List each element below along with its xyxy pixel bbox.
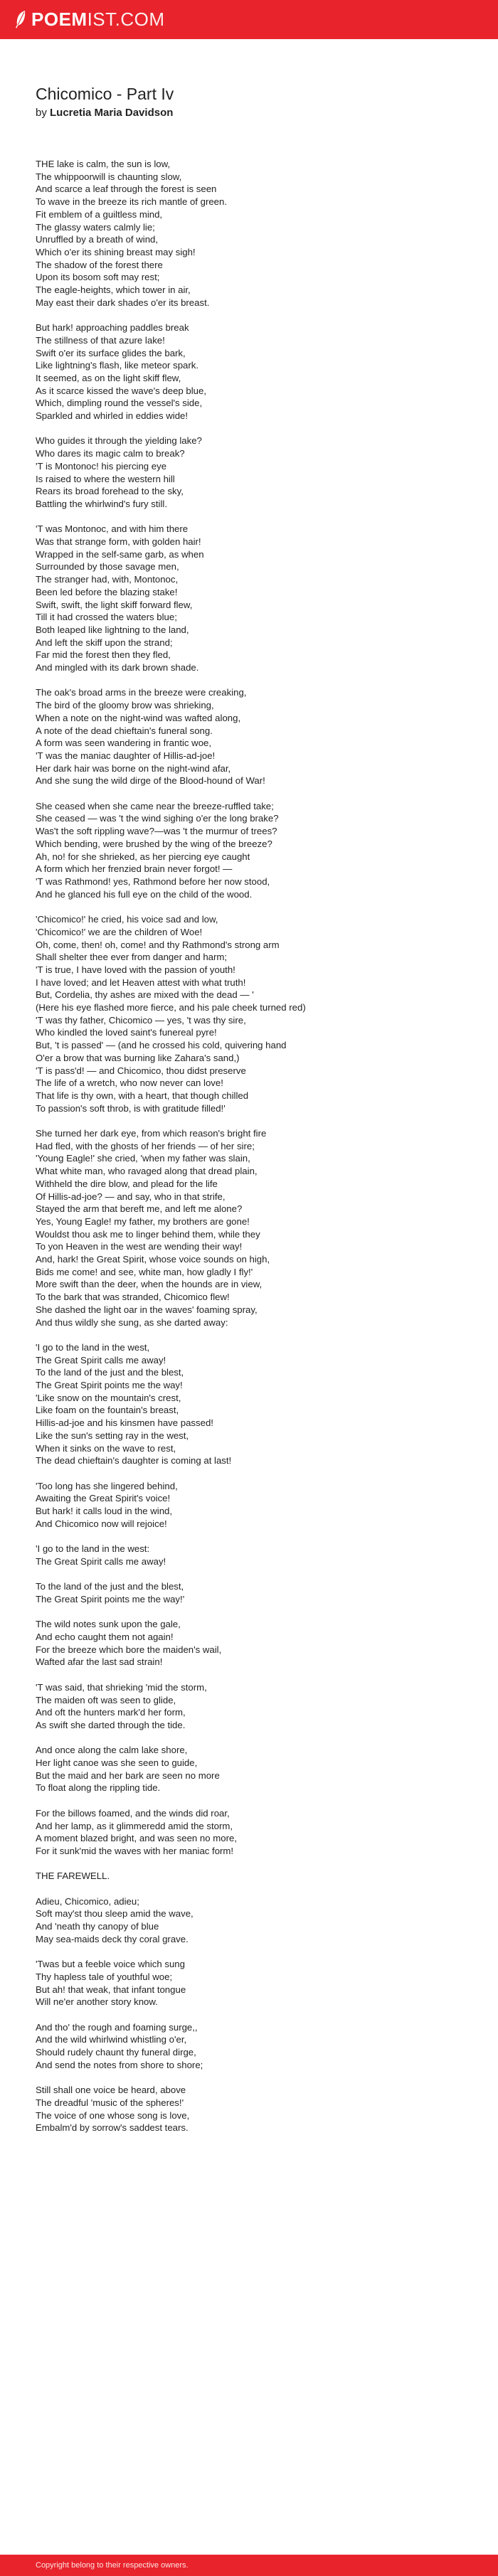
poem-line: And, hark! the Great Spirit, whose voice sounds on high, — [36, 1254, 270, 1265]
poem-line: The stillness of that azure lake! — [36, 334, 165, 346]
poem-line: But ah! that weak, that infant tongue — [36, 1984, 186, 1995]
poem-line: 'T was thy father, Chicomico — yes, 't was thy sire, — [36, 1014, 246, 1026]
poem-line: The Great Spirit calls me away! — [36, 1555, 166, 1567]
poem-line: Unruffled by a breath of wind, — [36, 234, 159, 245]
poem-line: A moment blazed bright, and was seen no more, — [36, 1833, 237, 1844]
poem-line: Which bending, were brushed by the wing of the breeze? — [36, 838, 272, 849]
poem-line: Yes, Young Eagle! my father, my brothers are gone! — [36, 1215, 250, 1227]
stanza — [36, 2084, 477, 2134]
poem-line: To passion's soft throb, is with gratitude filled!' — [36, 1102, 226, 1114]
poem-line: Her dark hair was borne on the night-wind afar, — [36, 762, 231, 774]
poem-line: (Here his eye flashed more fierce, and his pale cheek turned red) — [36, 1002, 306, 1013]
poem-line: 'Like snow on the mountain's crest, — [36, 1392, 181, 1403]
poem-line: Bids me come! and see, white man, how gladly I fly!' — [36, 1266, 253, 1277]
poem-line: Both leaped like lightning to the land, — [36, 624, 189, 635]
poem-line: To the land of the just and the blest, — [36, 1581, 184, 1592]
poem-line: O'er a brow that was burning like Zahara's sand,) — [36, 1052, 240, 1063]
poem-line: The whippoorwill is chaunting slow, — [36, 171, 182, 182]
poem-line: When a note on the night-wind was wafted along, — [36, 712, 241, 723]
poem-line: Was't the soft rippling wave?—was 't the murmur of trees? — [36, 826, 277, 837]
poem-line: And send the notes from shore to shore; — [36, 2059, 203, 2070]
poem-line: But hark! approaching paddles break — [36, 322, 189, 334]
poem-line: Which, dimpling round the vessel's side, — [36, 398, 203, 409]
stanza — [36, 1681, 477, 1732]
poem-line: Which o'er its shining breast may sigh! — [36, 246, 196, 257]
poem-line: She dashed the light oar in the waves' foaming spray, — [36, 1304, 258, 1315]
poem-line: Shall shelter thee ever from danger and harm; — [36, 952, 228, 963]
poem-line: Was that strange form, with golden hair! — [36, 536, 201, 548]
poem-line: 'T was Rathmond! yes, Rathmond before her now stood, — [36, 876, 270, 887]
stanza — [36, 1543, 477, 1568]
poem-line: And mingled with its dark brown shade. — [36, 662, 199, 674]
stanza — [36, 1580, 477, 1605]
stanza — [36, 158, 477, 309]
poem-body — [36, 158, 477, 2147]
poem-line: 'T was the maniac daughter of Hillis-ad-joe! — [36, 750, 216, 761]
stanza — [36, 1870, 477, 1883]
poem-line: Soft may'st thou sleep amid the wave, — [36, 1908, 194, 1920]
copyright-text: Copyright belong to their respective owners. — [36, 2561, 189, 2570]
poem-line: The maiden oft was seen to glide, — [36, 1694, 176, 1705]
poem-line: Till it had crossed the waters blue; — [36, 612, 177, 623]
poem-line: 'Chicomico!' we are the children of Woe! — [36, 926, 203, 937]
poem-line: Who guides it through the yielding lake? — [36, 435, 202, 447]
poem-line: But hark! it calls loud in the wind, — [36, 1506, 173, 1517]
poem-line: 'I go to the land in the west, — [36, 1341, 150, 1353]
poem-line: Stayed the arm that bereft me, and left me alone? — [36, 1203, 243, 1215]
stanza — [36, 1618, 477, 1668]
poem-line: Battling the whirlwind's fury still. — [36, 498, 168, 509]
poem-line: Still shall one voice be heard, above — [36, 2085, 186, 2096]
poem-line: And tho' the rough and foaming surge,, — [36, 2021, 198, 2033]
poem-line: 'Young Eagle!' she cried, 'when my father was slain, — [36, 1153, 250, 1164]
poem-line: Sparkled and whirled in eddies wide! — [36, 410, 189, 422]
site-name: POEMIST.COM — [31, 9, 165, 30]
poem-line: THE lake is calm, the sun is low, — [36, 159, 171, 169]
stanza — [36, 1958, 477, 2008]
poem-line: To float along the rippling tide. — [36, 1782, 161, 1794]
poem-line: A form which her frenzied brain never forgot! — — [36, 863, 233, 875]
poem-line: Of Hillis-ad-joe? — and say, who in that strife, — [36, 1191, 226, 1202]
poem-line: Will ne'er another story know. — [36, 1996, 158, 2008]
site-logo[interactable] — [14, 9, 165, 30]
poem-line: The dreadful 'music of the spheres!' — [36, 2097, 184, 2108]
poem-line: Adieu, Chicomico, adieu; — [36, 1895, 139, 1907]
poem-line: And oft the hunters mark'd her form, — [36, 1707, 186, 1718]
stanza — [36, 1744, 477, 1794]
poem-line: To the bark that was stranded, Chicomico flew! — [36, 1292, 230, 1303]
stanza — [36, 523, 477, 674]
poem-line: Wouldst thou ask me to linger behind them, while they — [36, 1228, 260, 1240]
poem-line: May sea-maids deck thy coral grave. — [36, 1933, 189, 1944]
poem-line: Thy hapless tale of youthful woe; — [36, 1971, 173, 1982]
poem-line: Like the sun's setting ray in the west, — [36, 1430, 189, 1441]
poem-line: It seemed, as on the light skiff flew, — [36, 372, 181, 383]
stanza — [36, 2021, 477, 2072]
poem-line: When it sinks on the wave to rest, — [36, 1442, 176, 1454]
stanza — [36, 686, 477, 787]
poem-line: The Great Spirit points me the way! — [36, 1380, 183, 1391]
poem-line: 'T is Montonoc! his piercing eye — [36, 460, 167, 472]
poem-line: And he glanced his full eye on the child of the wood. — [36, 888, 253, 900]
poem-line: She ceased — was 't the wind sighing o'er the long brake? — [36, 813, 279, 824]
stanza — [36, 1807, 477, 1858]
poem-line: As swift she darted through the tide. — [36, 1719, 186, 1730]
poem-line: And once along the calm lake shore, — [36, 1745, 188, 1756]
poem-line: And she sung the wild dirge of the Blood-hound of War! — [36, 775, 265, 787]
poem-line: For the breeze which bore the maiden's wail, — [36, 1644, 222, 1655]
poem-line: The Great Spirit points me the way!' — [36, 1593, 185, 1604]
poem-line: I have loved; and let Heaven attest with what truth! — [36, 976, 246, 988]
poem-line: Awaiting the Great Spirit's voice! — [36, 1493, 171, 1504]
poem-line: Upon its bosom soft may rest; — [36, 272, 160, 283]
poem-line: And the wild whirlwind whistling o'er, — [36, 2034, 187, 2045]
header-bar — [0, 0, 498, 39]
poem-line: 'T is true, I have loved with the passion of youth! — [36, 964, 235, 975]
poem-line: Is raised to where the western hill — [36, 473, 175, 484]
poem-line: Embalm'd by sorrow's saddest tears. — [36, 2122, 189, 2134]
author-link[interactable]: Lucretia Maria Davidson — [50, 107, 174, 119]
poem-line: And scarce a leaf through the forest is seen — [36, 183, 217, 195]
byline — [36, 106, 470, 120]
poem-line: That life is thy own, with a heart, that though chilled — [36, 1090, 249, 1101]
poem-line: But, Cordelia, thy ashes are mixed with the dead — ' — [36, 989, 254, 1001]
poem-line: The life of a wretch, who now never can love! — [36, 1077, 223, 1089]
poem-line: More swift than the deer, when the hounds are in view, — [36, 1279, 263, 1290]
poem-line: And her lamp, as it glimmeredd amid the storm, — [36, 1820, 233, 1831]
poem-line: The oak's broad arms in the breeze were creaking, — [36, 687, 247, 698]
poem-line: A note of the dead chieftain's funeral song. — [36, 725, 213, 736]
poem-line: Who kindled the loved saint's funereal pyre! — [36, 1027, 217, 1038]
poem-line: Been led before the blazing stake! — [36, 586, 178, 597]
poem-header — [36, 84, 470, 120]
stanza — [36, 913, 477, 1114]
poem-line: But the maid and her bark are seen no more — [36, 1769, 220, 1781]
poem-line: Swift o'er its surface glides the bark, — [36, 347, 186, 358]
stanza — [36, 1480, 477, 1531]
stanza — [36, 435, 477, 510]
poem-line: 'Twas but a feeble voice which sung — [36, 1959, 185, 1970]
poem-line: Like lightning's flash, like meteor spark. — [36, 360, 199, 371]
poem-line: The voice of one whose song is love, — [36, 2109, 190, 2121]
poem-line: She ceased when she came near the breeze-ruffled take; — [36, 800, 274, 811]
poem-line: Surrounded by those savage men, — [36, 561, 179, 573]
poem-line: Wafted afar the last sad strain! — [36, 1656, 163, 1668]
poem-line: The shadow of the forest there — [36, 259, 163, 270]
poem-line: Oh, come, then! oh, come! and thy Rathmond's strong arm — [36, 939, 280, 950]
poem-line: The bird of the gloomy brow was shrieking, — [36, 700, 214, 711]
poem-line: For the billows foamed, and the winds did roar, — [36, 1807, 230, 1819]
poem-line: As it scarce kissed the wave's deep blue, — [36, 385, 207, 396]
stanza — [36, 1341, 477, 1467]
stanza — [36, 1895, 477, 1946]
poem-line: She turned her dark eye, from which reason's bright fire — [36, 1128, 267, 1139]
poem-line: For it sunk'mid the waves with her maniac form! — [36, 1845, 234, 1856]
poem-line: 'I go to the land in the west: — [36, 1543, 150, 1555]
byline-prefix: by — [36, 107, 47, 119]
poem-line: The dead chieftain's daughter is coming at last! — [36, 1455, 232, 1467]
poem-line: To the land of the just and the blest, — [36, 1367, 184, 1378]
poem-title: Chicomico - Part Iv — [36, 85, 174, 103]
stanza — [36, 800, 477, 901]
poem-line: THE FAREWELL. — [36, 1870, 110, 1882]
poem-line: The stranger had, with, Montonoc, — [36, 574, 179, 585]
poem-line: 'T was said, that shrieking 'mid the storm, — [36, 1681, 207, 1693]
poem-line: Who dares its magic calm to break? — [36, 448, 185, 459]
poem-line: Should rudely chaunt thy funeral dirge, — [36, 2047, 196, 2058]
poem-line: 'T was Montonoc, and with him there — [36, 523, 189, 535]
poem-line: The eagle-heights, which tower in air, — [36, 284, 191, 296]
poem-line: Rears its broad forehead to the sky, — [36, 486, 184, 497]
poem-line: Her light canoe was she seen to guide, — [36, 1757, 198, 1769]
poem-line: And Chicomico now will rejoice! — [36, 1518, 167, 1529]
poem-line: To wave in the breeze its rich mantle of green. — [36, 196, 228, 208]
poem-line: Had fled, with the ghosts of her friends — of her sire; — [36, 1140, 255, 1151]
poem-line: Ah, no! for she shrieked, as her piercing eye caught — [36, 851, 250, 862]
poem-line: And echo caught them not again! — [36, 1632, 174, 1643]
poem-line: Fit emblem of a guiltless mind, — [36, 208, 163, 220]
poem-line: Wrapped in the self-same garb, as when — [36, 548, 204, 560]
poem-line: 'Too long has she lingered behind, — [36, 1480, 178, 1491]
poem-line: 'Chicomico!' he cried, his voice sad and low, — [36, 914, 218, 925]
stanza — [36, 321, 477, 422]
poem-line: 'T is pass'd! — and Chicomico, thou didst preserve — [36, 1065, 246, 1076]
poem-line: To yon Heaven in the west are wending their way! — [36, 1241, 243, 1252]
poem-line: The glassy waters calmly lie; — [36, 221, 155, 233]
poem-line: Hillis-ad-joe and his kinsmen have passed! — [36, 1417, 213, 1429]
poem-line: A form was seen wandering in frantic woe, — [36, 738, 212, 749]
poem-line: What white man, who ravaged along that dread plain, — [36, 1166, 258, 1177]
stanza — [36, 1127, 477, 1329]
poem-line: Like foam on the fountain's breast, — [36, 1405, 179, 1416]
poem-line: The Great Spirit calls me away! — [36, 1354, 166, 1366]
poem-line: And 'neath thy canopy of blue — [36, 1921, 159, 1932]
poem-line: Withheld the dire blow, and plead for the life — [36, 1178, 218, 1189]
poem-line: Far mid the forest then they fled, — [36, 649, 171, 661]
poem-line: May east their dark shades o'er its breast. — [36, 297, 210, 308]
poem-line: Swift, swift, the light skiff forward flew, — [36, 599, 193, 610]
poem-line: And left the skiff upon the strand; — [36, 637, 173, 648]
poem-line: And thus wildly she sung, as she darted away: — [36, 1316, 228, 1328]
poem-line: But, 't is passed' — (and he crossed his cold, quivering hand — [36, 1040, 287, 1051]
footer-bar — [0, 2555, 498, 2576]
poem-line: The wild notes sunk upon the gale, — [36, 1619, 181, 1630]
feather-icon — [14, 10, 27, 28]
